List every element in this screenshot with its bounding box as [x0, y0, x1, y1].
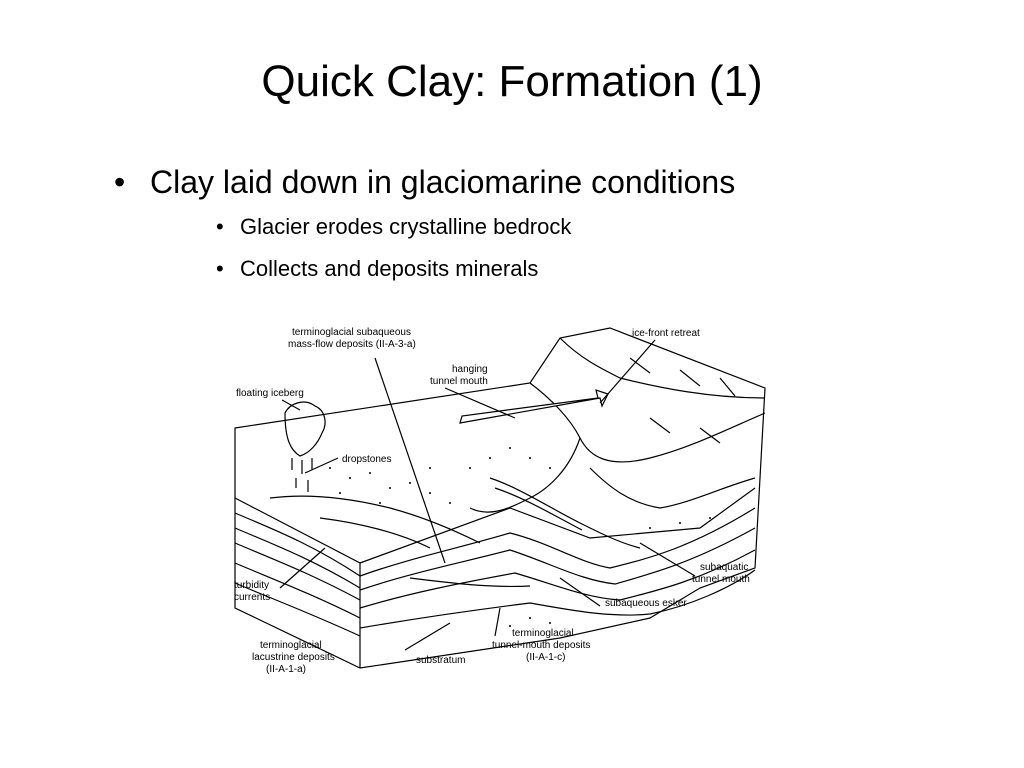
label-dropstones: dropstones	[342, 454, 392, 465]
label-lacustrine-code: (II-A-1-a)	[266, 664, 306, 675]
label-hanging-tunnel-mouth: tunnel mouth	[430, 376, 488, 387]
bullet-text: Clay laid down in glaciomarine conditions	[150, 164, 736, 200]
glaciomarine-block-diagram	[230, 318, 775, 680]
label-tunnel-mouth-deposits: tunnel-mouth deposits	[492, 640, 591, 651]
label-floating-iceberg: floating iceberg	[236, 388, 304, 399]
label-lacustrine-deposits: lacustrine deposits	[252, 652, 335, 663]
label-ice-front-retreat: ice-front retreat	[632, 328, 700, 339]
label-substratum: substratum	[416, 655, 466, 666]
sub-bullet-item	[216, 212, 571, 242]
label-terminoglacial-tunnel: terminoglacial	[512, 628, 574, 639]
label-subaqueous-esker: subaqueous esker	[605, 598, 687, 609]
label-tunnel-mouth-code: (II-A-1-c)	[526, 652, 566, 663]
bullet-dot-icon: •	[114, 164, 126, 200]
bullet-item	[114, 160, 735, 204]
label-currents: currents	[234, 592, 271, 603]
block-diagram-drawing	[230, 318, 775, 680]
label-subaquatic: subaquatic	[700, 562, 749, 573]
bullet-dot-icon: •	[216, 214, 224, 239]
label-terminoglacial-subaqueous: terminoglacial subaqueous	[292, 327, 411, 338]
label-subaquatic-tunnel-mouth: tunnel mouth	[692, 574, 750, 585]
label-hanging: hanging	[452, 364, 488, 375]
slide-title: Quick Clay: Formation (1)	[261, 57, 763, 106]
label-mass-flow-deposits: mass-flow deposits (II-A-3-a)	[288, 339, 416, 350]
sub-bullet-text: Glacier erodes crystalline bedrock	[240, 214, 572, 239]
bullet-list	[0, 0, 1024, 300]
label-turbidity: turbidity	[234, 580, 270, 591]
diagram-labels	[234, 327, 750, 675]
diagram-outline	[235, 328, 765, 668]
sub-bullet-text: Collects and deposits minerals	[240, 256, 539, 281]
bullet-dot-icon: •	[216, 256, 224, 281]
sub-bullet-item	[216, 254, 538, 284]
label-terminoglacial-lacustrine: terminoglacial	[260, 640, 322, 651]
